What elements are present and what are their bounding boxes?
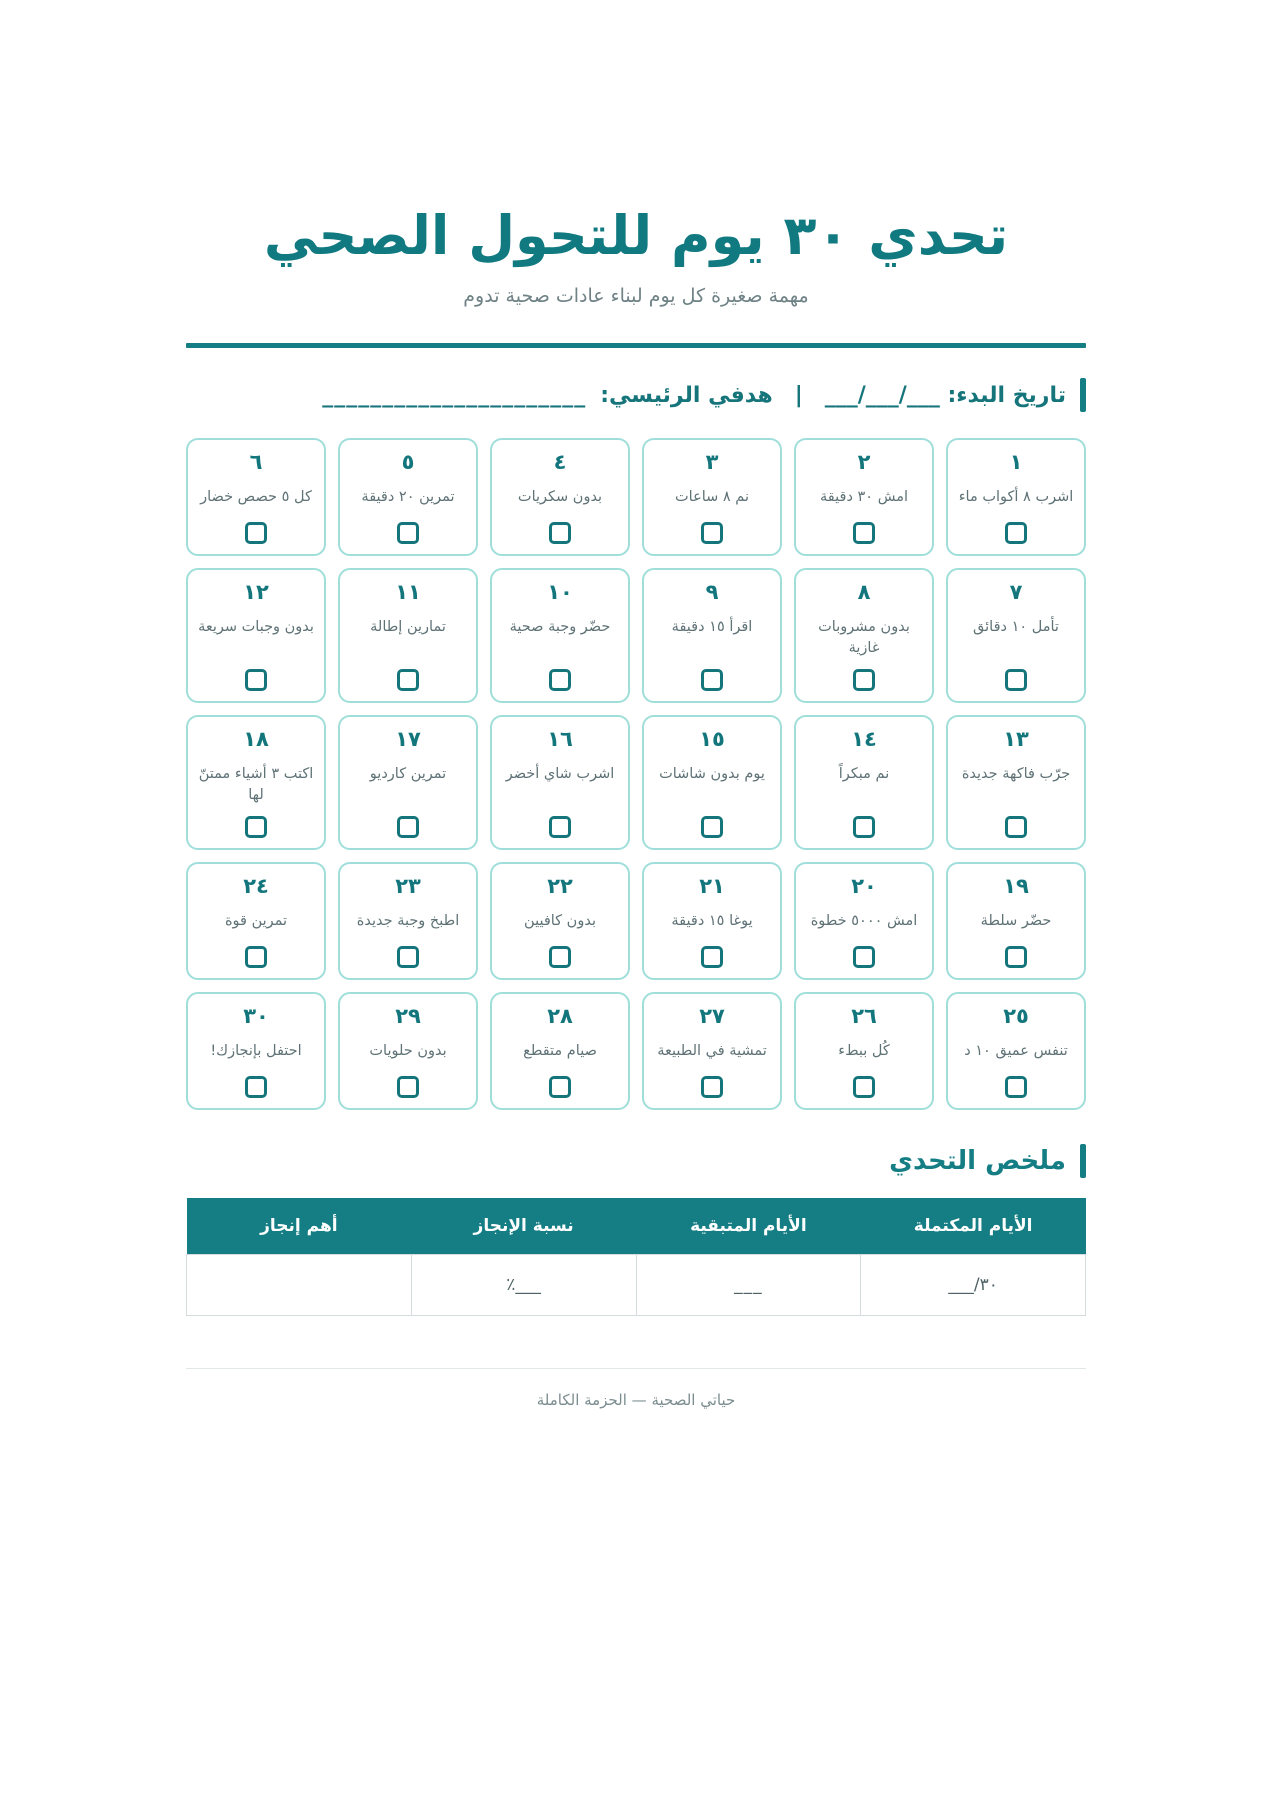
day-card[interactable] xyxy=(338,862,478,980)
cell-top-achievement[interactable] xyxy=(187,1255,412,1316)
day-card[interactable] xyxy=(490,862,630,980)
meta-row xyxy=(186,378,1086,412)
day-number: ١٤ xyxy=(851,727,877,752)
main-goal-label: هدفي الرئيسي: xyxy=(600,382,773,408)
day-card[interactable] xyxy=(642,992,782,1110)
day-number: ٢٩ xyxy=(395,1004,421,1029)
table-row xyxy=(187,1255,1086,1316)
summary-header xyxy=(186,1144,1086,1178)
day-task: تمشية في الطبيعة xyxy=(657,1043,767,1060)
day-task: كُل ببطء xyxy=(838,1043,890,1060)
day-number: ٩ xyxy=(705,580,719,605)
day-card[interactable] xyxy=(338,438,478,556)
day-task: احتفل بإنجازك! xyxy=(210,1043,302,1060)
day-task: اشرب ٨ أكواب ماء xyxy=(958,489,1074,506)
day-number: ٣٠ xyxy=(243,1004,269,1029)
day-number: ١ xyxy=(1009,450,1023,475)
days-grid xyxy=(186,438,1086,1110)
day-card[interactable] xyxy=(642,715,782,850)
day-checkbox[interactable] xyxy=(1005,669,1027,691)
day-card[interactable] xyxy=(794,438,934,556)
day-checkbox[interactable] xyxy=(701,946,723,968)
page-subtitle: مهمة صغيرة كل يوم لبناء عادات صحية تدوم xyxy=(463,285,809,308)
day-card[interactable] xyxy=(946,862,1086,980)
day-task: اقرأ ١٥ دقيقة xyxy=(671,619,753,636)
day-checkbox[interactable] xyxy=(245,669,267,691)
day-task: امش ٣٠ دقيقة xyxy=(820,489,908,506)
day-checkbox[interactable] xyxy=(397,946,419,968)
day-card[interactable] xyxy=(490,438,630,556)
day-card[interactable] xyxy=(642,862,782,980)
day-card[interactable] xyxy=(794,992,934,1110)
day-task: امش ٥٠٠٠ خطوة xyxy=(810,913,918,930)
day-card[interactable] xyxy=(490,715,630,850)
day-number: ٢٧ xyxy=(699,1004,725,1029)
day-card[interactable] xyxy=(338,992,478,1110)
day-checkbox[interactable] xyxy=(1005,1076,1027,1098)
table-header-row xyxy=(187,1198,1086,1255)
column-header-completed-days: الأيام المكتملة xyxy=(861,1198,1086,1255)
day-checkbox[interactable] xyxy=(701,669,723,691)
day-checkbox[interactable] xyxy=(549,522,571,544)
day-checkbox[interactable] xyxy=(245,816,267,838)
meta-accent-bar xyxy=(1080,378,1086,412)
summary-accent-bar xyxy=(1080,1144,1086,1178)
day-number: ٢٢ xyxy=(547,874,573,899)
day-checkbox[interactable] xyxy=(853,1076,875,1098)
day-checkbox[interactable] xyxy=(397,1076,419,1098)
day-checkbox[interactable] xyxy=(549,816,571,838)
header-divider xyxy=(186,343,1086,348)
day-checkbox[interactable] xyxy=(245,522,267,544)
day-number: ٢٤ xyxy=(243,874,269,899)
day-task: يوغا ١٥ دقيقة xyxy=(671,913,753,930)
day-checkbox[interactable] xyxy=(397,816,419,838)
footer-divider xyxy=(186,1368,1086,1369)
day-number: ١٥ xyxy=(699,727,725,752)
day-number: ٢٣ xyxy=(395,874,421,899)
main-goal-blank[interactable]: ______________________ xyxy=(322,382,587,408)
day-card[interactable] xyxy=(338,715,478,850)
day-card[interactable] xyxy=(946,992,1086,1110)
day-card[interactable] xyxy=(186,438,326,556)
day-checkbox[interactable] xyxy=(1005,816,1027,838)
day-number: ١٧ xyxy=(395,727,421,752)
day-number: ٧ xyxy=(1009,580,1023,605)
day-number: ٤ xyxy=(553,450,567,475)
day-task: اكتب ٣ أشياء ممتنّ لها xyxy=(198,766,314,804)
day-task: تنفس عميق ١٠ د xyxy=(964,1043,1068,1060)
summary-table xyxy=(186,1198,1086,1316)
day-number: ١٣ xyxy=(1003,727,1029,752)
day-task: بدون حلويات xyxy=(369,1043,447,1060)
day-card[interactable] xyxy=(186,992,326,1110)
day-number: ٨ xyxy=(857,580,871,605)
day-task: تمارين إطالة xyxy=(370,619,446,636)
day-card[interactable] xyxy=(794,862,934,980)
day-card[interactable] xyxy=(490,992,630,1110)
day-task: تمرين كارديو xyxy=(369,766,447,783)
day-number: ١٨ xyxy=(243,727,269,752)
day-number: ٢٠ xyxy=(851,874,877,899)
day-card[interactable] xyxy=(186,715,326,850)
day-task: نم مبكراً xyxy=(838,766,890,783)
day-task: حضّر سلطة xyxy=(980,913,1052,930)
day-number: ٢٦ xyxy=(851,1004,877,1029)
day-card[interactable] xyxy=(490,568,630,703)
day-checkbox[interactable] xyxy=(853,946,875,968)
day-card[interactable] xyxy=(946,438,1086,556)
day-task: كل ٥ حصص خضار xyxy=(200,489,312,506)
day-checkbox[interactable] xyxy=(549,669,571,691)
day-task: تمرين ٢٠ دقيقة xyxy=(361,489,455,506)
day-card[interactable] xyxy=(186,862,326,980)
day-card[interactable] xyxy=(794,568,934,703)
page-title: تحدي ٣٠ يوم للتحول الصحي xyxy=(263,204,1009,267)
cell-completion-rate[interactable]: ___٪ xyxy=(411,1255,636,1316)
day-checkbox[interactable] xyxy=(397,522,419,544)
day-task: يوم بدون شاشات xyxy=(659,766,765,783)
day-number: ٦ xyxy=(249,450,263,475)
day-checkbox[interactable] xyxy=(397,669,419,691)
day-number: ١٠ xyxy=(547,580,573,605)
day-task: حضّر وجبة صحية xyxy=(509,619,611,636)
day-checkbox[interactable] xyxy=(549,1076,571,1098)
day-card[interactable] xyxy=(338,568,478,703)
day-task: بدون وجبات سريعة xyxy=(198,619,314,636)
day-task: اطبخ وجبة جديدة xyxy=(356,913,460,930)
day-checkbox[interactable] xyxy=(701,816,723,838)
day-task: جرّب فاكهة جديدة xyxy=(961,766,1071,783)
day-task: نم ٨ ساعات xyxy=(675,489,749,506)
day-card[interactable] xyxy=(946,715,1086,850)
day-task: تأمل ١٠ دقائق xyxy=(973,619,1059,636)
day-checkbox[interactable] xyxy=(1005,946,1027,968)
column-header-completion-rate: نسبة الإنجاز xyxy=(411,1198,636,1255)
start-date-label[interactable]: تاريخ البدء: ___/___/___ xyxy=(824,382,1066,408)
day-number: ٣ xyxy=(705,450,719,475)
day-card[interactable] xyxy=(186,568,326,703)
day-task: اشرب شاي أخضر xyxy=(505,766,615,783)
day-checkbox[interactable] xyxy=(853,669,875,691)
day-checkbox[interactable] xyxy=(549,946,571,968)
day-number: ٢٨ xyxy=(547,1004,573,1029)
cell-completed-days[interactable]: ٣٠/___ xyxy=(861,1255,1086,1316)
day-number: ١٩ xyxy=(1003,874,1029,899)
day-number: ٢١ xyxy=(699,874,725,899)
day-number: ١١ xyxy=(395,580,421,605)
day-task: تمرين قوة xyxy=(224,913,288,930)
day-number: ١٢ xyxy=(243,580,269,605)
day-checkbox[interactable] xyxy=(701,522,723,544)
page-header xyxy=(0,0,1272,348)
day-checkbox[interactable] xyxy=(1005,522,1027,544)
day-checkbox[interactable] xyxy=(245,946,267,968)
day-task: بدون مشروبات غازية xyxy=(818,619,910,657)
column-header-remaining-days: الأيام المتبقية xyxy=(636,1198,861,1255)
day-checkbox[interactable] xyxy=(853,816,875,838)
day-number: ٢ xyxy=(857,450,871,475)
summary-title: ملخص التحدي xyxy=(889,1146,1066,1177)
day-task: صيام متقطع xyxy=(523,1043,597,1060)
day-checkbox[interactable] xyxy=(245,1076,267,1098)
cell-remaining-days[interactable]: ___ xyxy=(636,1255,861,1316)
day-card[interactable] xyxy=(642,438,782,556)
day-checkbox[interactable] xyxy=(701,1076,723,1098)
day-checkbox[interactable] xyxy=(853,522,875,544)
footer-text: حياتي الصحية — الحزمة الكاملة xyxy=(536,1391,736,1410)
day-task: بدون سكريات xyxy=(517,489,603,506)
day-number: ٥ xyxy=(401,450,415,475)
meta-separator: | xyxy=(794,382,803,408)
day-card[interactable] xyxy=(642,568,782,703)
day-number: ٢٥ xyxy=(1003,1004,1029,1029)
day-card[interactable] xyxy=(946,568,1086,703)
day-card[interactable] xyxy=(794,715,934,850)
column-header-top-achievement: أهم إنجاز xyxy=(187,1198,412,1255)
day-number: ١٦ xyxy=(547,727,573,752)
day-task: بدون كافيين xyxy=(524,913,596,930)
